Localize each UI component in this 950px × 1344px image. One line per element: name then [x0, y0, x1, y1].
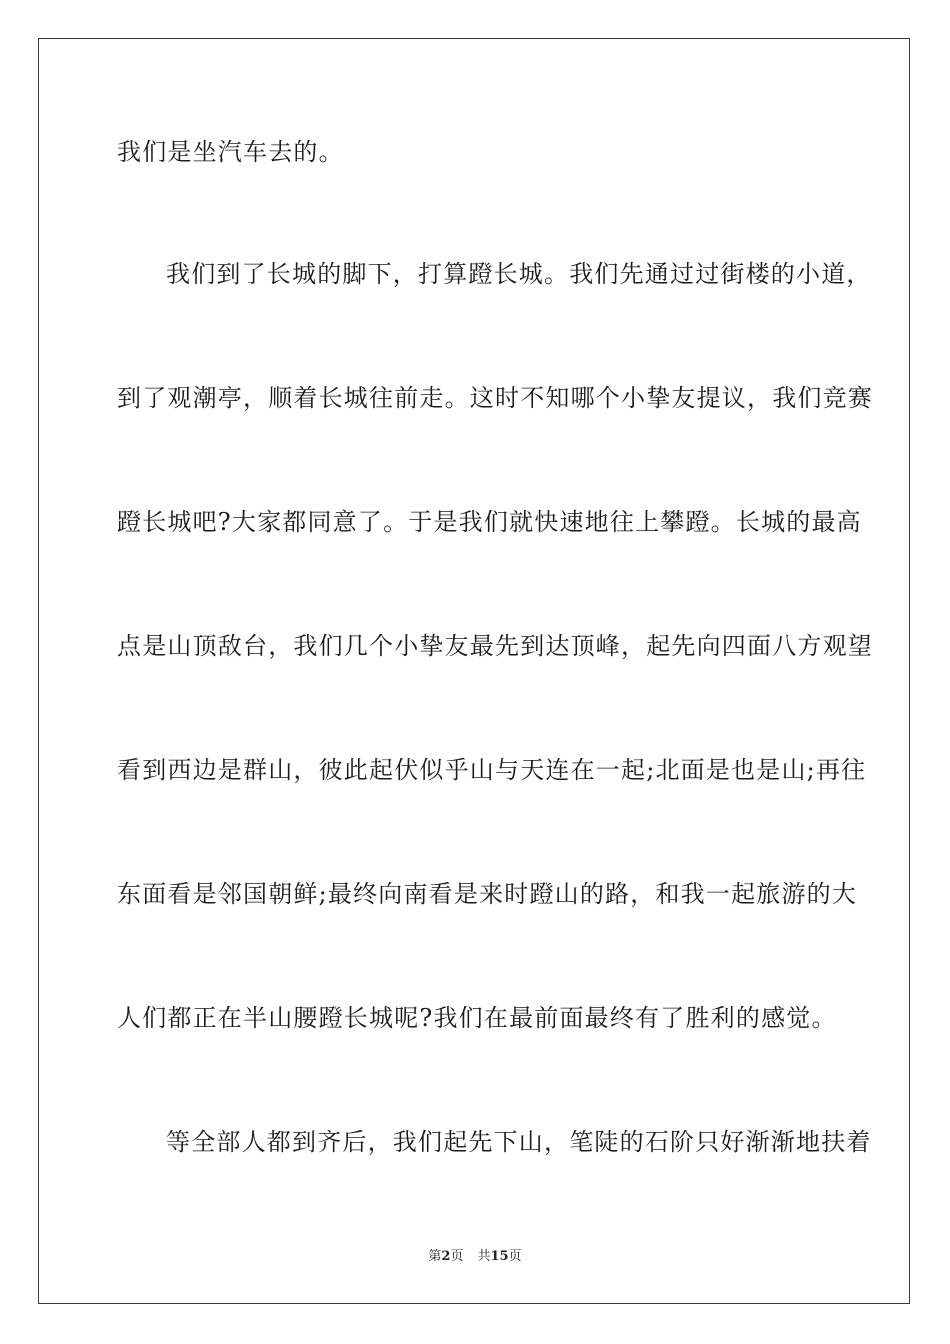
- footer-total-prefix: 共: [477, 1249, 491, 1264]
- text-line: 人们都正在半山腰蹬长城呢?我们在最前面最终有了胜利的感觉。: [117, 1004, 837, 1032]
- text-line: 蹬长城吧?大家都同意了。于是我们就快速地往上攀蹬。长城的最高: [117, 508, 862, 536]
- text-line: 等全部人都到齐后，我们起先下山，笔陡的石阶只好渐渐地扶着: [166, 1128, 872, 1156]
- footer-page-number: 2: [441, 1249, 451, 1264]
- text-line: 点是山顶敌台，我们几个小挚友最先到达顶峰，起先向四面八方观望: [117, 632, 873, 660]
- footer-total-suffix: 页: [508, 1249, 522, 1264]
- text-line: 到了观潮亭，顺着长城往前走。这时不知哪个小挚友提议，我们竞赛: [117, 384, 873, 412]
- footer-total-pages: 15: [490, 1249, 509, 1264]
- text-line: 我们到了长城的脚下，打算蹬长城。我们先通过过街楼的小道，: [166, 260, 872, 288]
- footer-page-suffix: 页: [450, 1249, 464, 1264]
- page-border: [38, 38, 910, 1304]
- text-line: 看到西边是群山，彼此起伏似乎山与天连在一起;北面是也是山;再往: [117, 756, 867, 784]
- text-line: 东面看是邻国朝鲜;最终向南看是来时蹬山的路，和我一起旅游的大: [117, 880, 858, 908]
- page-footer: [0, 1249, 950, 1265]
- text-line: 我们是坐汽车去的。: [117, 138, 344, 166]
- footer-page-prefix: 第: [428, 1249, 442, 1264]
